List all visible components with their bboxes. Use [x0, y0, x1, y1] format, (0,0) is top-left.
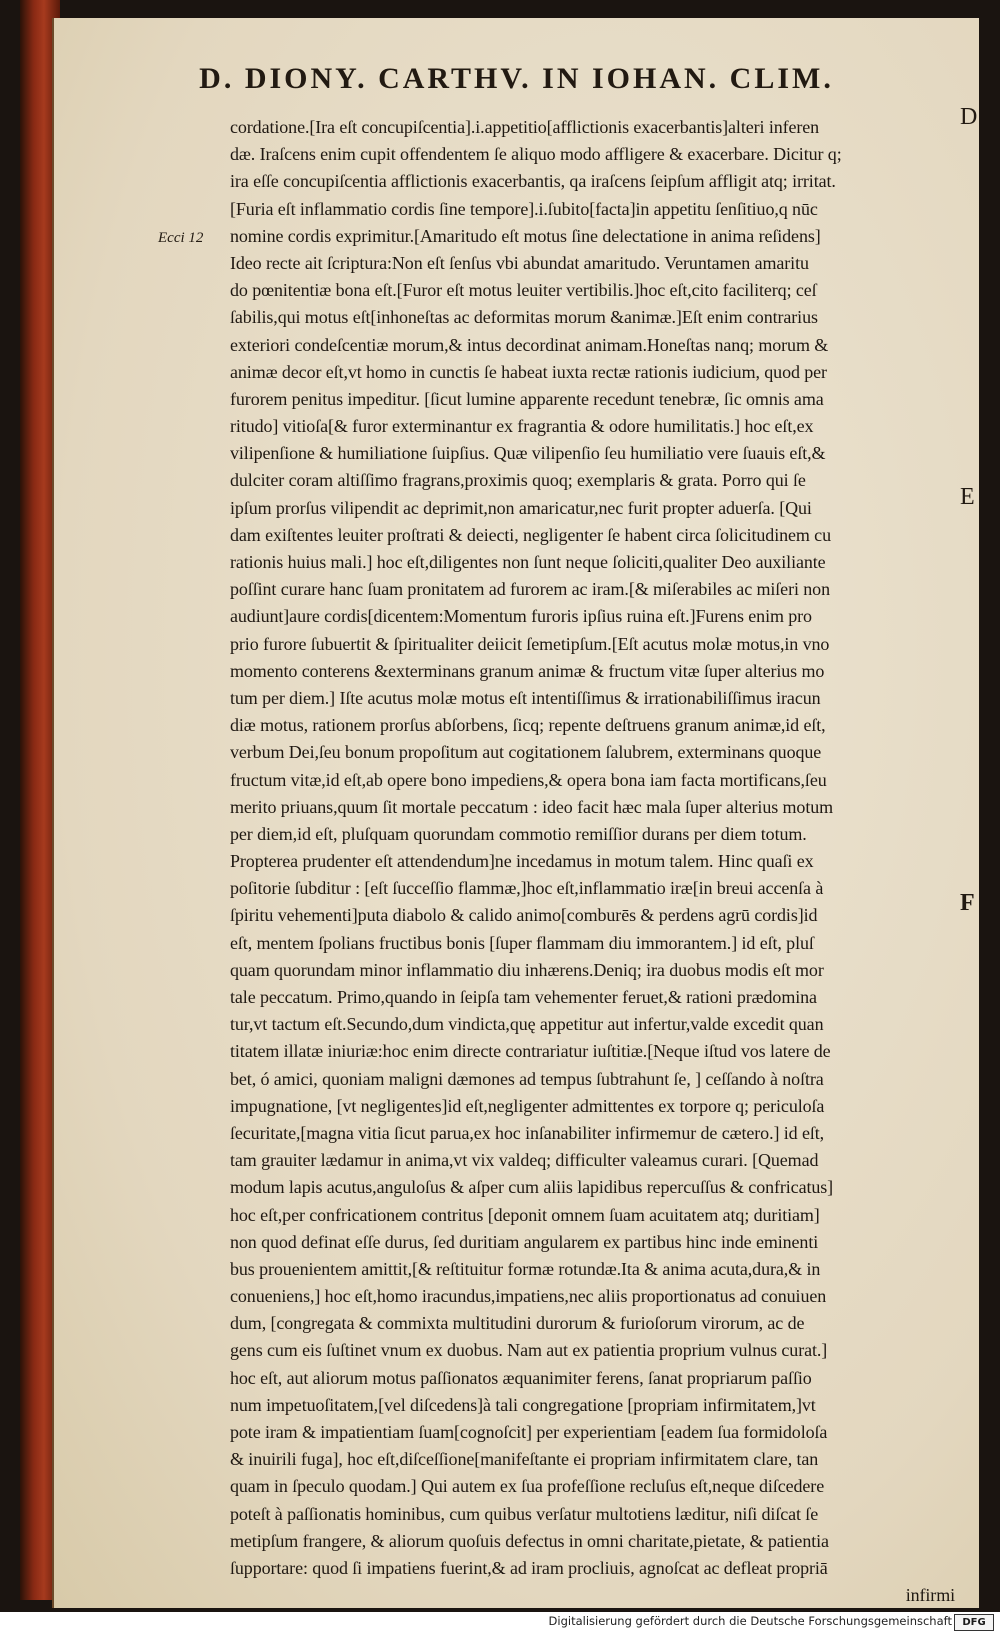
text-line: [Furia eſt inflammatio cordis ſine tempore].i.ſubito[facta]in appetitu ſenſitiuo,q nūc — [230, 198, 818, 219]
text-line: hoc eſt, aut aliorum motus paſſionatos æquanimiter ferens, ſanat propriarum paſſio — [230, 1367, 812, 1388]
text-line: Ideo recte ait ſcriptura:Non eſt ſenſus vbi abundat amaritudo. Veruntamen amaritu — [230, 252, 809, 273]
text-line: quam quorundam minor inflammatio diu inhærens.Deniq; ira duobus modis eſt mor — [230, 959, 824, 980]
text-line: dulciter coram altiſſimo fragrans,proximis quoq; exemplaris & grata. Porro qui ſe — [230, 470, 806, 491]
body-text — [230, 114, 955, 1609]
text-line: ritudo] vitioſa[& furor exterminantur ex fragrantia & odore humilitatis.] hoc eſt,ex — [230, 416, 814, 437]
text-line: hoc eſt,per confricationem contritus [deponit omnem ſuam acuitatem atq; duritiam] — [230, 1204, 820, 1225]
text-line: eſt, mentem ſpolians fructibus bonis [ſuper flammam diu immorantem.] id eſt, pluſ — [230, 932, 814, 953]
text-line: tale peccatum. Primo,quando in ſeipſa tam vehementer feruet,& rationi prædomina — [230, 987, 817, 1007]
text-line: merito priuans,quum ſit mortale peccatum : ideo facit hæc mala ſuper alterius motum — [230, 796, 834, 817]
section-marker-f: F — [960, 890, 975, 916]
text-line: furorem penitus impeditur. [ſicut lumine apparente recedunt tenebræ, ſic omnis ama — [230, 388, 824, 409]
text-line: infirmi — [905, 1585, 955, 1606]
text-line: do pœnitentiæ bona eſt.[Furor eſt motus leuiter vertibilis.]hoc eſt,cito faciliterq; ceſ — [230, 280, 817, 301]
text-line: bet, ó amici, quoniam maligni dæmones ad tempus ſubtrahunt ſe, ] ceſſando à noſtra — [230, 1068, 824, 1089]
text-line: impugnatione, [vt negligentes]id eſt,negligenter admittentes ex torpore q; periculoſa — [230, 1095, 825, 1116]
text-line: ſpiritu vehementi]puta diabolo & calido animo[comburēs & perdens agrū cordis]id — [230, 905, 818, 926]
text-line: momento conterens &exterminans granum animæ & fructum vitæ ſuper alterius mo — [230, 660, 825, 681]
text-line: ira eſſe concupiſcentia afflictionis exacerbantis, qa iraſcens ſeipſum affligit atq; irritat. — [230, 171, 836, 192]
funding-credit: Digitalisierung gefördert durch die Deutsche Forschungsgemeinschaft — [548, 1614, 952, 1628]
text-line: dæ. Iraſcens enim cupit offendentem ſe aliquo modo affligere & exacerbare. Dicitur q; — [230, 144, 842, 165]
text-line: ipſum prorſus vilipendit ac deprimit,non amaricatur,nec furit propter aduerſa. [Qui — [230, 497, 812, 518]
text-line: fructum vitæ,id eſt,ab opere bono impediens,& opera bona iam facta mortificans,ſeu — [230, 769, 827, 790]
text-line: metipſum frangere, & aliorum quoſuis defectus in omni charitate,pietate, & patientia — [230, 1530, 829, 1551]
text-line: dum, [congregata & commixta multitudini durorum & furioſorum virorum, ac de — [230, 1313, 805, 1334]
text-line: rationis huius mali.] hoc eſt,diligentes non ſunt neque ſoliciti,qualiter Deo auxiliante — [230, 552, 826, 572]
dfg-logo: DFG — [954, 1614, 994, 1631]
text-line: pote iram & impatientiam ſuam[cognoſcit] per experientiam [eadem ſua formidoloſa — [230, 1422, 828, 1442]
text-line: tur,vt tactum eſt.Secundo,dum vindicta,quę appetitur aut infertur,valde excedit quan — [230, 1014, 824, 1035]
text-line: quam in ſpeculo quodam.] Qui autem ex ſua profeſſione recluſus eſt,neque diſcedere — [230, 1476, 825, 1497]
text-line: vilipenſione & humiliatione ſuipſius. Quæ vilipenſio ſeu humiliatio vere ſuauis eſt,& — [230, 443, 826, 464]
digitization-footer — [0, 1612, 1000, 1632]
text-line: tam grauiter lædamur in anima,vt vix valdeq; difficulter valeamus curari. [Quemad — [230, 1150, 819, 1171]
text-line: diæ motus, rationem prorſus abſorbens, ſicq; repente deſtruens granum animæ,id eſt, — [230, 715, 826, 736]
text-line: animæ decor eſt,vt homo in cunctis ſe habeat iuxta rectæ rationis iudicium, quod per — [230, 361, 827, 382]
section-marker-e: E — [960, 484, 975, 510]
text-line: poſſint curare hanc ſuam pronitatem ad furorem ac iram.[& miſerabiles ac miſeri non — [230, 579, 830, 600]
text-line: Propterea prudenter eſt attendendum]ne incedamus in motum talem. Hinc quaſi ex — [230, 851, 814, 872]
text-line: nomine cordis exprimitur.[Amaritudo eſt motus ſine delectatione in anima reſidens] — [230, 225, 821, 246]
text-line: prio furore ſubuertit & ſpiritualiter deiicit ſemetipſum.[Eſt acutus molæ motus,in vno — [230, 633, 830, 654]
text-line: poſitorie ſubditur : [eſt ſucceſſio flammæ,]hoc eſt,inflammatio iræ[in breui accenſa à — [230, 878, 824, 899]
text-line: gens cum eis ſuſtinet vnum ex duobus. Nam aut ex patientia proprium vulnus curat.] — [230, 1340, 828, 1361]
text-line: ſabilis,qui motus eſt[inhoneſtas ac deformitas morum &animæ.]Eſt enim contrarius — [230, 307, 818, 328]
text-line: verbum Dei,ſeu bonum propoſitum aut cogitationem ſalubrem, exterminans quoque — [230, 742, 822, 763]
text-line: conueniens,] hoc eſt,homo iracundus,impatiens,nec aliis proportionatus ad conuiuen — [230, 1286, 827, 1307]
text-line: exteriori condeſcentiæ morum,& intus decordinat animam.Honeſtas nanq; morum & — [230, 334, 829, 355]
running-head: D. DIONY. CARTHV. IN IOHAN. CLIM. — [199, 62, 834, 95]
text-line: poteſt à paſſionatis hominibus, cum quibus verſatur multotiens læditur, niſi diſcat ſe — [230, 1503, 819, 1524]
text-line: bus prouenientem amittit,[& reſtituitur formæ rotundæ.Ita & anima acuta,dura,& in — [230, 1258, 821, 1279]
text-line: titatem illatæ iniuriæ:hoc enim directe contrariatur iuſtitiæ.[Neque iſtud vos latere de — [230, 1041, 831, 1062]
text-line: num impetuoſitatem,[vel diſcedens]à tali congregatione [propriam infirmitatem,]vt — [230, 1394, 816, 1415]
book-page — [52, 18, 979, 1608]
text-line: cordatione.[Ira eſt concupiſcentia].i.appetitio[afflictionis exacerbantis]alteri inferen — [230, 117, 820, 137]
text-line: & inuirili fuga], hoc eſt,diſceſſione[manifeſtante ei propriam infirmitatem clare, tan — [230, 1449, 819, 1470]
text-line: ſecuritate,[magna vitia ſicut parua,ex hoc inſanabiliter infirmemur de cætero.] id eſt, — [230, 1122, 825, 1143]
text-line: tum per diem.] Iſte acutus molæ motus eſt intentiſſimus & irrationabiliſſimus iracun — [230, 687, 821, 708]
text-line: dam exiſtentes leuiter proſtrati & deiecti, negligenter ſe habent circa ſolicitudinem cu — [230, 524, 831, 545]
text-line: ſupportare: quod ſi impatiens fuerint,& ad iram procliuis, agnoſcat ac defleat propriā — [230, 1557, 828, 1578]
text-line: audiunt]aure cordis[dicentem:Momentum furoris ipſius ruina eſt.]Furens enim pro — [230, 606, 812, 627]
section-marker-d: D — [960, 104, 978, 130]
margin-note-reference: Ecci 12 — [158, 230, 204, 246]
text-line: per diem,id eſt, pluſquam quorundam commotio remiſſior durans per diem totum. — [230, 823, 807, 844]
text-line: modum lapis acutus,anguloſus & aſper cum aliis lapidibus repercuſſus & confricatus] — [230, 1177, 834, 1198]
text-line: non quod definat eſſe durus, ſed duritiam angularem ex partibus hinc inde eminenti — [230, 1231, 819, 1252]
